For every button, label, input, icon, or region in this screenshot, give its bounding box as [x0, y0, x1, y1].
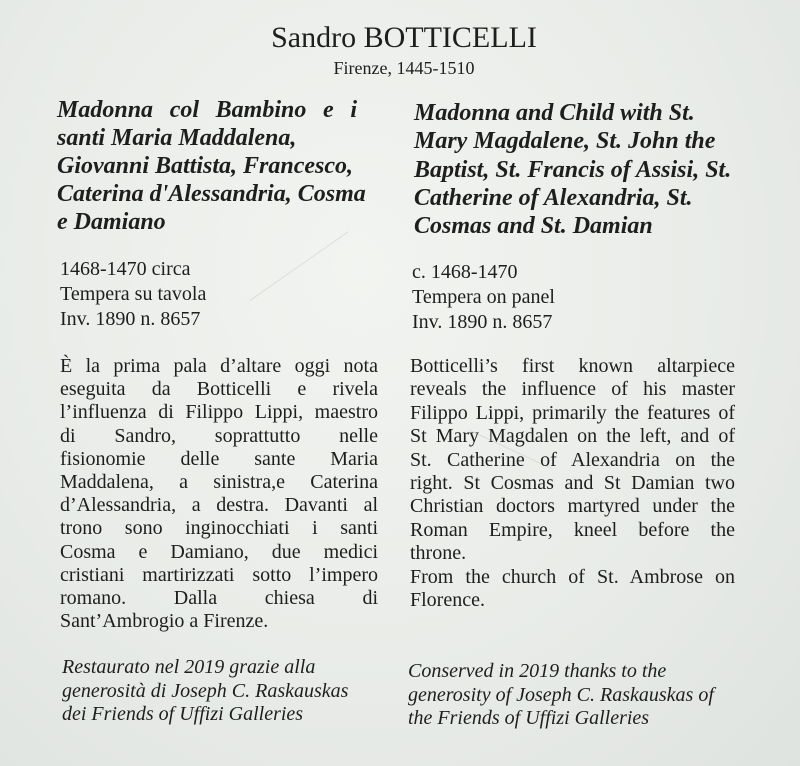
english-artwork-info	[412, 260, 712, 335]
italian-inventory: Inv. 1890 n. 8657	[60, 308, 201, 330]
english-restoration-credit	[408, 660, 748, 731]
italian-description-line: fisionomie delle sante Maria	[60, 447, 378, 470]
english-description-line: Florence.	[410, 589, 485, 612]
english-description-line: Botticelli’s first known altarpiece	[410, 355, 735, 377]
italian-date: 1468-1470 circa	[60, 258, 191, 280]
artist-name: Sandro BOTTICELLI	[271, 21, 537, 54]
italian-description-line: d’Alessandria, a destra. Davanti al	[60, 494, 378, 517]
english-description-line: Filippo Lippi, primarily the features of	[410, 401, 735, 424]
italian-description-line: È la prima pala d’altare oggi nota	[60, 355, 378, 377]
italian-artwork-info	[60, 257, 360, 332]
italian-description-line: romano. Dalla chiesa di	[60, 587, 378, 610]
english-title-line: Baptist, St. Francis of Assisi, St.	[414, 156, 732, 183]
italian-description-line: Cosma e Damiano, due medici	[60, 540, 378, 563]
italian-artwork-title	[57, 96, 366, 236]
italian-title-line: Madonna col Bambino e i	[57, 97, 357, 123]
english-description-line: Roman Empire, kneel before the	[410, 518, 735, 541]
italian-title-line: Caterina d'Alessandria, Cosma	[57, 181, 366, 207]
italian-title-line: e Damiano	[57, 209, 166, 235]
italian-title-line: Giovanni Battista, Francesco,	[57, 153, 354, 179]
english-credit-line: Conserved in 2019 thanks to the	[408, 660, 667, 682]
english-inventory: Inv. 1890 n. 8657	[412, 311, 553, 333]
english-credit-line: generosity of Joseph C. Raskauskas of	[408, 683, 714, 706]
english-description	[410, 355, 735, 612]
english-credit-line: the Friends of Uffizi Galleries	[408, 707, 650, 729]
italian-description-line: Sant’Ambrogio a Firenze.	[60, 610, 269, 633]
italian-description-line: trono sono inginocchiati i santi	[60, 517, 378, 540]
italian-description-line: l’influenza di Filippo Lippi, maestro	[60, 401, 378, 424]
italian-description-line: Maddalena, a sinistra,e Caterina	[60, 471, 378, 494]
artist-dates: Firenze, 1445-1510	[333, 58, 475, 78]
italian-description-line: eseguita da Botticelli e rivela	[60, 378, 378, 401]
english-title-line: Madonna and Child with St.	[414, 100, 695, 126]
english-description-line: reveals the influence of his master	[410, 378, 735, 401]
italian-credit-line: generosità di Joseph C. Raskauskas	[62, 679, 349, 702]
english-title-line: Cosmas and St. Damian	[414, 213, 653, 239]
italian-description-line: cristiani martirizzati sotto l’impero	[60, 563, 378, 586]
english-description-line: throne.	[410, 542, 467, 565]
english-description-line: Christian doctors martyred under the	[410, 495, 735, 518]
english-description-line: St Mary Magdalen on the left, and of	[410, 425, 735, 448]
english-title-line: Catherine of Alexandria, St.	[414, 184, 693, 211]
english-description-line: right. St Cosmas and St Damian two	[410, 472, 735, 495]
italian-title-line: santi Maria Maddalena,	[57, 125, 297, 151]
italian-description	[60, 355, 378, 633]
italian-description-line: di Sandro, soprattutto nelle	[60, 424, 378, 447]
italian-credit-line: Restaurato nel 2019 grazie alla	[62, 656, 316, 678]
english-title-line: Mary Magdalene, St. John the	[414, 128, 716, 155]
english-description-line: St. Catherine of Alexandria on the	[410, 448, 735, 471]
italian-credit-line: dei Friends of Uffizi Galleries	[62, 703, 304, 725]
english-artwork-title	[414, 99, 744, 240]
english-medium: Tempera on panel	[412, 286, 555, 308]
english-description-line: From the church of St. Ambrose on	[410, 565, 735, 588]
italian-medium: Tempera su tavola	[60, 283, 207, 305]
italian-restoration-credit	[62, 656, 382, 727]
english-date: c. 1468-1470	[412, 261, 518, 283]
